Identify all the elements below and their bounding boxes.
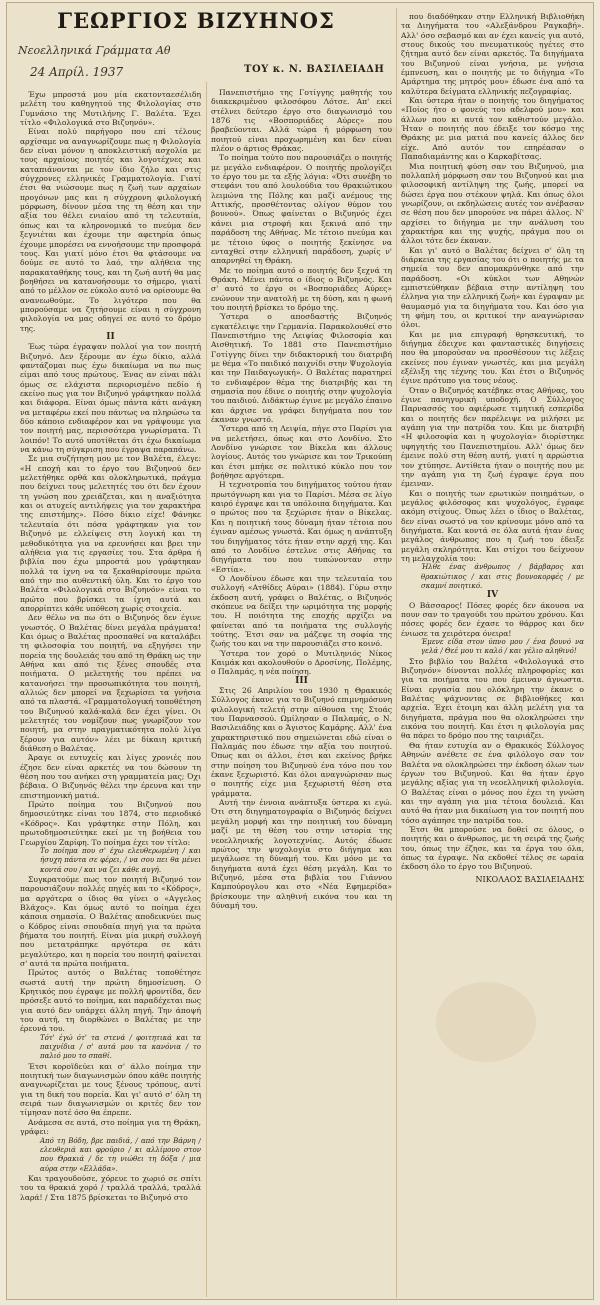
article-paragraph: Πρώτος αυτός ο Βαλέτας τοποθέτησε σωστά αυτή την πρώτη δημοσίευση. Ο Κρητικός που έγραψε με πολλή φροντίδα, δεν πρόσεξε αυτό το ποίημα, και παραδέχεται πως για αυτό δεν υπάρχει άλλη πηγή. Την άποψή του αυτή, τη διορθώνει ο Βαλέτας με την έρευνά του. <box>20 968 201 1034</box>
article-paragraph: Θα ήταν ευτυχία αν ο Θρακικός Σύλλογος Αθηνών ανέθετε σε ένα φιλόλογο σαν τον Βαλέτα να ολοκληρώσει την έκδοση όλων των έργων του Βιζυηνού. Και θα ήταν έργο μεγάλης αξίας για τη νεοελληνική φιλολογία. Ο Βαλέτας είναι ο μόνος που έχει τη γνώση και την αγάπη για μια τέτοια δουλειά. Και αυτό θα ήταν μια δικαίωση για τον ποιητή που τόσο αγάπησε την πατρίδα του. <box>401 740 584 825</box>
text-column-3 <box>401 12 584 1292</box>
article-paragraph: Δεν θέλω να πω ότι ο Βιζυηνός δεν έγινε γνωστός. Ο Βαλέτας δίνει μεγάλα πράγματα! Και όμως ο Βαλέτας προσπαθεί να καταλάβει τη φιλοσοφία του ποιητή, να εξηγήσει την πορεία της δουλειάς του από τη Θράκη ως την Αθήνα και από τις ξένες σπουδές στα ποιήματα. Ο μελετητής του πρέπει να κατανοήσει την προσωπικότητα του ποιητή, αλλιώς δεν μπορεί να ξεχωρίσει τα γνήσια από τα πλαστά. «Γραμματολογική τοποθέτηση του Βιζυηνού καλά-καλά δεν έχει γίνει. Οι μελετητές του νομίζουν πως γνωρίζουν τον ποιητή, μα στην πραγματικότητα πολύ λίγα ξέρουν για αυτόν» λέει με δίκαιη κριτική διάθεση ο Βαλέτας. <box>20 613 201 754</box>
article-paragraph: Ανάμεσα σε αυτά, στο ποίημα για τη Θράκη, γράφει: <box>20 1117 201 1137</box>
byline: ΤΟΥ κ. Ν. ΒΑΣΙΛΕΙΑΔΗ <box>244 64 385 75</box>
article-paragraph: Και με μια επιγραφή θρησκευτική, το διήγημα έδειχνε και φανταστικές διηγήσεις που θα μπορούσαν να προσθέσουν τις λέξεις εκείνες που έγιναν γνωστές, και μια μεγάλη εξέλιξη της τέχνης του. Και έτσι ο Βιζυηνός έγινε πρότυπο για τους νέους. <box>401 329 584 386</box>
article-paragraph: Άραγε οι ευτυχείς και λίγες χρονιές που έζησε δεν είναι αρκετές να του δώσουν τη θέση που του ανήκει στη γραμματεία μας; Όχι βέβαια. Ο Βιζυηνός θέλει την έρευνα και την επιστημονική ματιά. <box>20 753 201 800</box>
article-paragraph: Όταν ο Βιζυηνός κατέβηκε στας Αθήνας, του έγινε πανηγυρική υποδοχή. Ο Σύλλογος Παρνασσός του αφιέρωσε τιμητική εσπερίδα και ο ποιητής δεν παρέλειψε να μιλήσει με αγάπη για την πατρίδα του. Και με διατριβή «Η φιλοσοφία και η ψυχολογία» διορίστηκε υφηγητής του Πανεπιστημίου. Αλλ' όμως δεν έμεινε πολύ στη θέση αυτή, γιατί η αρρώστια τον χτύπησε. Αντίθετα ήταν ο ποιητής που με την αγάπη για τη ζωή έγραψε έργα που έμειναν. <box>401 385 584 489</box>
article-paragraph: Συγκρατούμε πως τον ποιητή Βιζυηνό τον παρουσιάζουν πολλές πηγές και το «Κόδρος», μα αργότερα ο ίδιος θα γίνει ο «Αγγελος Βλάχος». Και όμως αυτό το ποίημα έχει κάποια σημασία. Ο Βαλέτας αποδεικνύει πως ο Κόδρος είναι σπουδαία πηγή για τα πρώτα βήματα του ποιητή. Είναι μία μικρή συλλογή που μετατράπηκε αργότερα σε κάτι μεγαλύτερο, και η πορεία του ποιητή φαίνεται σ' αυτά τα πρώτα ποιήματα. <box>20 874 201 968</box>
article-paragraph: Έτσι θα μπορούσε να δοθεί σε όλους, ο ποιητής και ο άνθρωπος, με τη σειρά της ζωής του, όπως την έζησε, και τα έργα του όλα, όπως τα έγραψε. Να εκδοθεί τέλος σε ωραία έκδοση όλο το έργο του Βιζυηνού. <box>401 824 584 872</box>
article-paragraph: Στο βιβλίο του Βαλέτα «Φιλολογικά στο Βιζυηνόν» δίνονται πολλές πληροφορίες και για τα ποιήματα του που έμειναν άγνωστα. Είναι εργασία που ολόκληρη την έκανε ο Βαλέτας ψάχνοντας σε βιβλιοθήκες και αρχεία. Έχει έτοιμη και άλλη μελέτη για τα διηγήματα, πράγμα που θα ολοκληρώσει την εικόνα του ποιητή. Και έτσι η φιλολογία μας θα πάρει το δρόμο που της ταιριάζει. <box>401 656 584 741</box>
article-paragraph: Και ύστερα ήταν ο ποιητής του διηγήματος «Ποίος ήτο ο φονεύς του αδελφού μου» και άλλων που κι αυτά τον καθιστούν μεγάλο. Ήταν ο ποιητής που έδειξε τον κόσμο της Θράκης με μια ματιά που κανείς άλλος δεν είχε. Από αυτόν τον επηρέασαν ο Παπαδιαμάντης και ο Καρκαβίτσας. <box>401 96 584 162</box>
section-number: II <box>106 331 115 342</box>
article-heading: ΓΕΩΡΓΙΟΣ ΒΙΖΥΗΝΟΣ <box>57 8 335 33</box>
article-paragraph: Και γι' αυτό ο Βαλέτας δείχνει σ' όλη τη διάρκεια της εργασίας του ότι ο ποιητής με τα σημεία του δεν απομακρύνθηκε από την παράδοση. «Οι κύκλοι των Αθηνών εμπιστεύθηκαν βέβαια στην αντίληψη του έλληνα για την ελληνική ζωή» και έγραψαν με θαυμασμό για τα διηγήματα του. Και όσο για τη φήμη του, οι κριτικοί την αναγνώρισαν όλοι. <box>401 245 584 330</box>
article-paragraph: Αυτή την έννοια ανάπτυξα ύστερα κι εγώ. Ότι στη διηγηματογραφία ο Βιζυηνός δείχνει μεγάλη μορφή και την ποιητική του δύναμη μαζί με τη θέση του στην ιστορία της νεοελληνικής λογοτεχνίας. Αυτός έδωσε πρώτος την ψυχολογία στο διήγημα και μεγάλωσε τη δύναμή του. Και μόνο με τα διηγήματα αυτά έχει θέση μεγάλη. Και το Βιζυηνό, μέσα στα βιβλία του Γιάννου Καμπούρογλου και στο «Νέα Εφημερίδα» βρίσκουμε την αληθινή εικόνα του και τη δύναμή του. <box>211 798 392 910</box>
article-paragraph: Η τεχνοτροπία του διηγήματος τούτου ήταν πρωτόγνωρη και για το Παρίσι. Μέσα σε λίγο καιρό έγραψε και τα υπόλοιπα διηγήματα. Και ο πρώτος που τα ξεχώρισε ήταν ο Βίκελας. Και η ποιητική τους δύναμη ήταν τέτοια που έγιναν αμέσως γνωστά. Και όμως η ανάπτυξη του διηγήματος τότε ήταν στην αρχή της. Και από το Λονδίνο έστελνε στις Αθήνας τα διηγήματα του που τυπώνονταν στην «Εστία». <box>211 480 392 574</box>
article-paragraph: Στις 26 Απριλίου του 1930 η Θρακικός Σύλλογος έκανε για το Βιζυηνό επιμνημόσυνη φιλολογική τελετή στην αίθουσα της Στοάς του Παρνασσού. Ωμίλησαν ο Παλαμάς, ο Ν. Βασιλειάδης και ο Άγιστος Καμάρης. Αλλ' ένα χαρακτηριστικό που σημειώνεται εδώ είναι ο Παλαμάς που έδωσε την αξία του ποιητού. Όπως και οι άλλοι, έτσι και εκείνος βρήκε στην ποίηση του Βιζυηνού ένα τόνο που τον έκανε ξεχωριστό. Και όλοι αναγνώρισαν πως ο ποιητής είχε μια ξεχωριστή θέση στα γράμματα. <box>211 686 392 798</box>
column-divider <box>396 8 397 1298</box>
author-signature: ΝΙΚΟΛΑΟΣ ΒΑΣΙΛΕΙΑΔΗΣ <box>475 874 584 884</box>
handwritten-date: 24 Απρίλ. 1937 <box>30 65 124 79</box>
poem-excerpt: Το ποίημα που σ' έχω ελευθερωμένη / και ήσυχη πάντα σε φέρει, / να σου πει θα μένει κοντά σου / και να ζει κάθε αυγή. <box>40 846 201 874</box>
article-paragraph: Πανεπιστήμιο της Γοτίγγης μαθητής του διακεκριμένου φιλοσόφου Λότσε. Απ' εκεί στέλνει δεύτερο έργο στο διαγωνισμό του 1876 τις «Βοσποριάδες Αύρες» που βραβεύονται. Αλλά τώρα ή μόρφωση του ποιητού είναι προχωρημένη και δεν είναι πλέον ο άρτιος Θράκας. <box>211 88 392 154</box>
newspaper-clipping <box>6 2 594 1300</box>
article-paragraph: Μια ποιητική φύση σαν του Βιζυηνού, μια πολλαπλή μόρφωση σαν του Βιζυηνού και μια φιλοσοφική αντίληψη της ζωής, μπορεί να δώσει έργα που στέκουν ψηλά. Και όπως όλοι γνωρίζουν, οι εκδηλώσεις αυτές τον ανέβασαν σε θέση που δεν μπορούσε να πάρει άλλος. Ν' αρχίσει το διήγημα με την ανάλυση του χαρακτήρα και της ψυχής, πράγμα που οι άλλοι τότε δεν έκαναν. <box>401 161 584 246</box>
poem-excerpt: Έμενε είδα στον ύπνο μου / ένα βουνό να γελά / Θεέ μου τι καλό / και γέλιο αληθινό! <box>421 638 584 656</box>
article-paragraph: Ύστερα από τη Λειψία, πήγε στο Παρίσι για να μελετήσει, όπως και στο Λονδίνο. Στο Λονδίνο γνώρισε τον Βίκελα και άλλους λογίους. Αυτός του γνώρισε και τον Τρικούπη και έτσι μπήκε σε πολιτικό κύκλο που τον βοήθησε αργότερα. <box>211 424 392 481</box>
text-column-1 <box>20 90 201 1290</box>
article-paragraph: Το ποίημα τούτο που παρουσιάζει ο ποιητής με μεγάλο ενδιαφέρον. Ο ποιητής προλογίζει το έργο του με τα εξής λόγια: «Ότι συνέβη το στεφάνι του από λουλούδια του θρακιώτικου λειμώνα της Πόλης και μαζί ανέμους της Αττικής, προσθέτοντας ολίγον θύμον του βουνού». Όπως φαίνεται ο Βιζυηνός έχει κάνει μια στροφή και ξεκινά από την παράδοση της Αθήνας. Με τέτοιο πνεύμα και με τέτοιο ύφος ο ποιητής ξεκίνησε να ενταχθεί στην ελληνική παράδοση, χωρίς ν' απαρνηθεί τη Θράκη. <box>211 153 392 266</box>
text-column-2 <box>211 88 392 1293</box>
poem-excerpt: Από τη Βόδη, βρε παιδιά, / από την Βάρνη / ελευθεριά και φρούριο / κι αλλίμονο στον που Θρακιά / δε τη νιώθει τη δόξα / μια αύρα στην «Ελλάδα». <box>40 1136 201 1173</box>
article-paragraph: Σε μια συζήτηση μου με τον Βαλέτα, έλεγε: «Η εποχή και το έργο του Βιζυηνού δεν μελετήθηκε ορθά και ολοκληρωτικά, πράγμα που δείχνει τους μελετητές του ότι δεν έχουν τη γνώση που χρειάζεται, και η αναξιότητα και οι ατυχείς αντιλήψεις για τον χαρακτήρα της επιστήμης». Πόσο δίκιο είχε! Φάνηκε τελευταία ότι πόσα γράφτηκαν για τον Βιζυηνό με ελλείψεις στη λογική και τη μεθοδικότητα για να ερευνήσει και βρει την αλήθεια για τις εργασίες του. Στα άρθρα ή βιβλία που έχω μπροστά μου γράφτηκαν πολλά τα ίχνη να τα ξεκαθαρίσουμε πρώτα από την πιο αυθεντική ύλη. Και το έργο του Βαλέτα «Φιλολογικά στο Βιζυηνόν» είναι το πρώτο που βρίσκει τα ίχνη αυτά και απορρίπτει κάθε υπόθεση χωρίς στοιχεία. <box>20 454 201 613</box>
article-paragraph: Ύστερα ο αποσδαστής Βιζυηνός εγκατέλειψε την Γερμανία. Παρακολουθεί στο Πανεπιστήμιο της Λειψίας Φιλοσοφία και Αισθητική. Το 1881 στο Πανεπιστήμιο Γοτίγγης δίνει την διδακτορική του διατριβή με θέμα «Το παιδικό παιχνίδι στην Ψυχολογία και την Παιδαγωγική». Ο Βαλέτας παρατηρεί το ενδιαφέρον θέμα της διατριβής και τη σημασία που έδινε ο ποιητής στην ψυχολογία του παιδιού. Διδάκτωρ έγινε με μεγάλο έπαινο και άρχισε να γράφει διηγήματα που τον έκαναν γνωστό. <box>211 312 392 425</box>
poem-excerpt: Τότ' έγώ ότ' τα στενά / φοιτητικά και τα παιχνίδια / σ' αυτά μου τα κανόνια / το παλιό μου το σπαθί. <box>40 1033 201 1061</box>
article-paragraph: Και τραγουδούσε, χόρευε το χωριό σε σπίτι του τα θρακιά χορό / τραλλά τραλλά, τραλλά λαρά! / Στα 1875 βρίσκεται το Βιζυηνό στο <box>20 1173 201 1202</box>
section-number: IV <box>486 590 499 601</box>
handwritten-source-note: Νεοελληνικά Γράμματα Αθ <box>18 44 171 57</box>
article-paragraph: Έως τώρα έγραψαν πολλοί για τον ποιητή Βιζυηνό. Δεν ξέρουμε αν έχω δίκιο, αλλά φαντάζομαι πως έχω δικαίωμα να πω πως είμαι από τους πρώτους. Ένας αν είναι πάλι όμως σε ελάχιστα περιορισμένο πεδίο ή εκείνο πως για τον Βιζυηνό γράφτηκαν πολλά και διάφορα. Είναι όμως πάντα κάτι ανάγκη να μεταφέρω εκεί που πάντως να πληρώσω τα δύο κάποιο ενδιαφέρον και να γράψουμε για τον ποιητή μας, περισσότερα γνωρίσματα. Τι λοιπόν! Το αυτό υποτίθεται ότι έχω δικαίωμα να κάνω τη σύγκριση που έγραψα παραπάνω. <box>20 342 201 455</box>
article-paragraph: που διαδόθηκαν στην Ελληνική Βιβλιοθήκη τα Διηγήματα του «Αλεξάνδρου Ραγκαβή». Αλλ' όσο σεβασμό και αν έχει κανείς για αυτό, στους δικούς του πνευματικούς ηγέτες στο ζήτημα αυτό δεν είναι αρκετός. Τα διηγήματα του Βιζυηνού είναι γνήσια, με γνήσια έμπνευση, και ο ποιητής με το διήγημα «Το Αμάρτημα της μητρός μου» έδωσε ένα από τα καλύτερα δείγματα ελληνικής πεζογραφίας. <box>401 12 584 96</box>
article-paragraph: Είναι πολύ παρήγορο που επί τέλους αρχίσαμε να αναγνωρίζουμε πως η Φιλολογία δεν είναι μόνον η αποκλειστική ασχολία με τους αρχαίους ποιητές και λογοτέχνες και καταπιάνονται με τον ίδιο ζήλο και στις σύγχρονες ελληνικές Γραμματολογία. Γιατί έτσι θα νιώσουμε πως η ζωή των αρχαίων προγόνων μας και η σύγχρονη φιλολογική μόρφωση, δίνουν μέσα της τη θέση και την αξία του θέλει ενιαίου από τη τελευταία, όπως και τα κληρονομικά το πνεύμα δεν ξεγνιέται και έχουμε την αφετηρία όπως έχουμε μπορέσει να εννοήσουμε την προσφορά τους. Και γιατί μόνο έτσι θα φτάσουμε να δούμε σε αυτό το λαό, την αλήθεια της παρακαταθήκης τους, και τη ζωή αυτή θα μας βοηθήσει να κατανοήσουμε το σήμερο, γιατί από το μέλλον σε εύκολο αυτό να ορίσουμε θα ανανεωθούμε. Το λιγότερο που θα μπορούσαμε να ζητήσουμε είναι η σύγχρονη φιλολογία να μας οδηγεί σε αυτό το δρόμο της. <box>20 127 201 333</box>
article-paragraph: Ο Βάσσαρος! Πόσες φορές δεν άκουσα να πουν σαν το τραγούδι του πρώτου χρόνου. Και πόσες φορές δεν έχασε το θάρρος και δεν ένιωσε τα χειρότερα όνειρα! <box>401 600 584 638</box>
article-paragraph: Ο Λονδίνου έδωσε και την τελευταία του συλλογή «Ατθίδες Αύραι» (1884). Γύρω στην έκδοση αυτή, γράφει ο Βαλέτας, ο Βιζυηνός σκόπευε να δείξει την ωριμότητα της μορφής του. Η ποιότητα της εποχής αρχίζει να φαίνεται από τα ποιήματα της συλλογής τούτης. Έτσι σαν να μάζεψε τη σοφία της ζωής του και να την παρουσιάζει στο κοινό. <box>211 573 392 649</box>
column-divider <box>206 82 207 1297</box>
section-number: III <box>295 675 308 686</box>
article-paragraph: Ύστερα τον χορό ο Μυτιληνιός Νίκος Καιμάκ και ακολουθούν ο Δροσίνης, Πολέμης, ο Παλαμάς, η νέα ποίηση. <box>211 648 392 677</box>
poem-excerpt: Ήλθε ένας άνθρωπος / βάρβαρος και θρακιώτικος / και στις βουνοκορφές / με σκαμνί ποιητικό. <box>421 563 584 590</box>
article-paragraph: Έτσι κοροϊδεύει και σ' άλλο ποίημα την ποιητική των διαγωνισμών όπου κάθε ποιητής αναγνωρίζεται με τους ξένους τρόπους, αντί για τη δική του πορεία. Και γι' αυτό σ' όλη τη σειρά των διαγωνισμών οι κριτές δεν τον τίμησαν ποτέ όσο θα έπρεπε. <box>20 1061 201 1118</box>
article-paragraph: Με το ποίημα αυτό ο ποιητής δεν ξεχνά τη Θράκη. Μένει πάντα ο ίδιος ο Βιζυηνός. Και σ' αυτό το έργο οι «Βοσποριάδες Αύρες» ενώνουν την ανατολή με τη δύση, και η φωνή του ποιητή βρίσκει το δρόμο της. <box>211 265 392 312</box>
article-paragraph: Πρώτο ποίημα του Βιζυηνού που δημοσιεύτηκε είναι του 1874, στο περιοδικό «Κόδρος». Και γράφτηκε στην Πόλη, και πρωτοδημοσιεύτηκε εκεί με τη βοήθεια του Γεωργίου Ζαρίφη. Το ποίημα έχει τον τίτλο: <box>20 800 201 847</box>
article-paragraph: Και ο ποιητής των ερωτικών ποιημάτων, ο μεγάλος φιλόσοφος και ψυχολόγος, έγραφε ακόμη στίχους. Όπως λέει ο ίδιος ο Βαλέτας, δεν είναι σωστό να τον κρίνουμε μόνο από τα διηγήματα. Και κοντά σε όλα αυτά ήταν ένας μεγάλος άνθρωπος που η ζωή του έδειξε μεγάλη σκληρότητα. Και στίχοι του δείχνουν τη μελαγχολία του: <box>401 488 584 563</box>
article-paragraph: Έχω μπροστά μου μία εκατονταεσέλιδη μελέτη του καθηγητού της Φιλολογίας στο Γυμνάσιο της Μυτιλήνης Γ. Βαλέτα. Έχει τίτλο «Φιλολογικά στο Βιζυηνόν». <box>20 90 201 128</box>
